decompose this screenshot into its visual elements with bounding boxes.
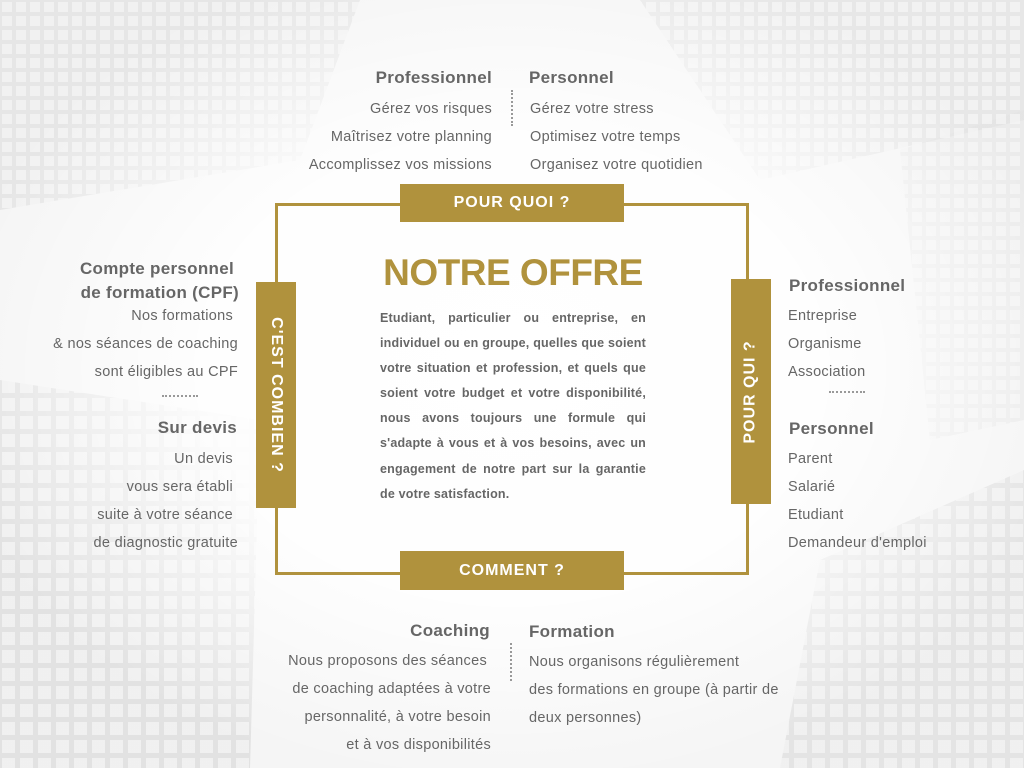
tag-comment [400,551,624,590]
devis-line: vous sera établi [126,479,233,495]
tag-pour-quoi-label: POUR QUOI ? [453,194,571,211]
coaching-line: de coaching adaptées à votre [292,681,491,697]
top-right-line: Gérez votre stress [530,101,654,117]
top-left-list [250,95,492,179]
left-divider [162,395,198,397]
pro-heading: Professionnel [789,276,906,295]
devis-line: suite à votre séance [97,507,233,523]
pro-line: Entreprise [788,308,858,324]
formation-line: des formations en groupe (à partir de [529,682,779,698]
cpf-line: sont éligibles au CPF [94,364,238,380]
bottom-divider [510,643,512,681]
cpf-heading-line: Compte personnel [79,259,234,278]
top-right-line: Organisez votre quotidien [530,157,703,173]
top-right-heading: Personnel [529,68,614,87]
top-right-line: Optimisez votre temps [530,129,681,145]
perso-line: Etudiant [788,507,844,523]
perso-line: Demandeur d'emploi [788,535,927,551]
coaching-line: personnalité, à votre besoin [304,709,491,725]
page-title: NOTRE OFFRE [383,252,643,293]
devis-line: Un devis [174,451,233,467]
top-left-line: Maîtrisez votre planning [330,129,492,145]
top-right-list [530,95,703,179]
cpf-line: & nos séances de coaching [53,336,238,352]
top-left-line: Gérez vos risques [370,101,492,117]
formation-list [529,648,779,732]
tag-pour-qui-label: POUR QUI ? [742,339,759,444]
tag-pour-qui [731,279,771,504]
tag-cest-combien-label: C'EST COMBIEN ? [268,317,286,473]
tag-comment-label: COMMENT ? [459,561,565,579]
coaching-list [230,647,491,759]
coaching-heading: Coaching [410,621,490,640]
coaching-line: et à vos disponibilités [346,737,491,753]
pro-line: Organisme [788,336,862,352]
devis-line: de diagnostic gratuite [93,535,238,551]
formation-line: deux personnes) [529,710,642,726]
pro-list [788,302,865,386]
offer-description: Etudiant, particulier ou entreprise, en individuel ou en groupe, quelles que soient votre situation et profession, et quels que soient votre budget et votre disponibilité, nous avons toujours une formule qui s'adapte à vous et à vos besoins, avec un engagement de notre part sur la garantie de votre satisfaction. [380,311,646,501]
cpf-heading [40,257,234,281]
right-divider [829,391,865,393]
top-left-line: Accomplissez vos missions [308,157,492,173]
pro-line: Association [788,364,866,380]
formation-line: Nous organisons régulièrement [529,654,740,670]
cpf-heading-line: de formation (CPF) [80,283,239,302]
tag-pour-quoi [400,184,624,222]
cpf-line: Nos formations [131,308,233,324]
cpf-list [20,302,238,386]
devis-heading: Sur devis [157,418,237,437]
tag-cest-combien [256,282,296,508]
formation-heading: Formation [529,622,615,641]
perso-line: Salarié [788,479,836,495]
coaching-line: Nous proposons des séances [288,653,487,669]
devis-list [40,445,238,557]
perso-line: Parent [788,451,833,467]
perso-list [788,445,927,557]
perso-heading: Personnel [789,419,874,438]
top-divider [511,90,513,126]
top-left-heading: Professionnel [375,68,492,87]
